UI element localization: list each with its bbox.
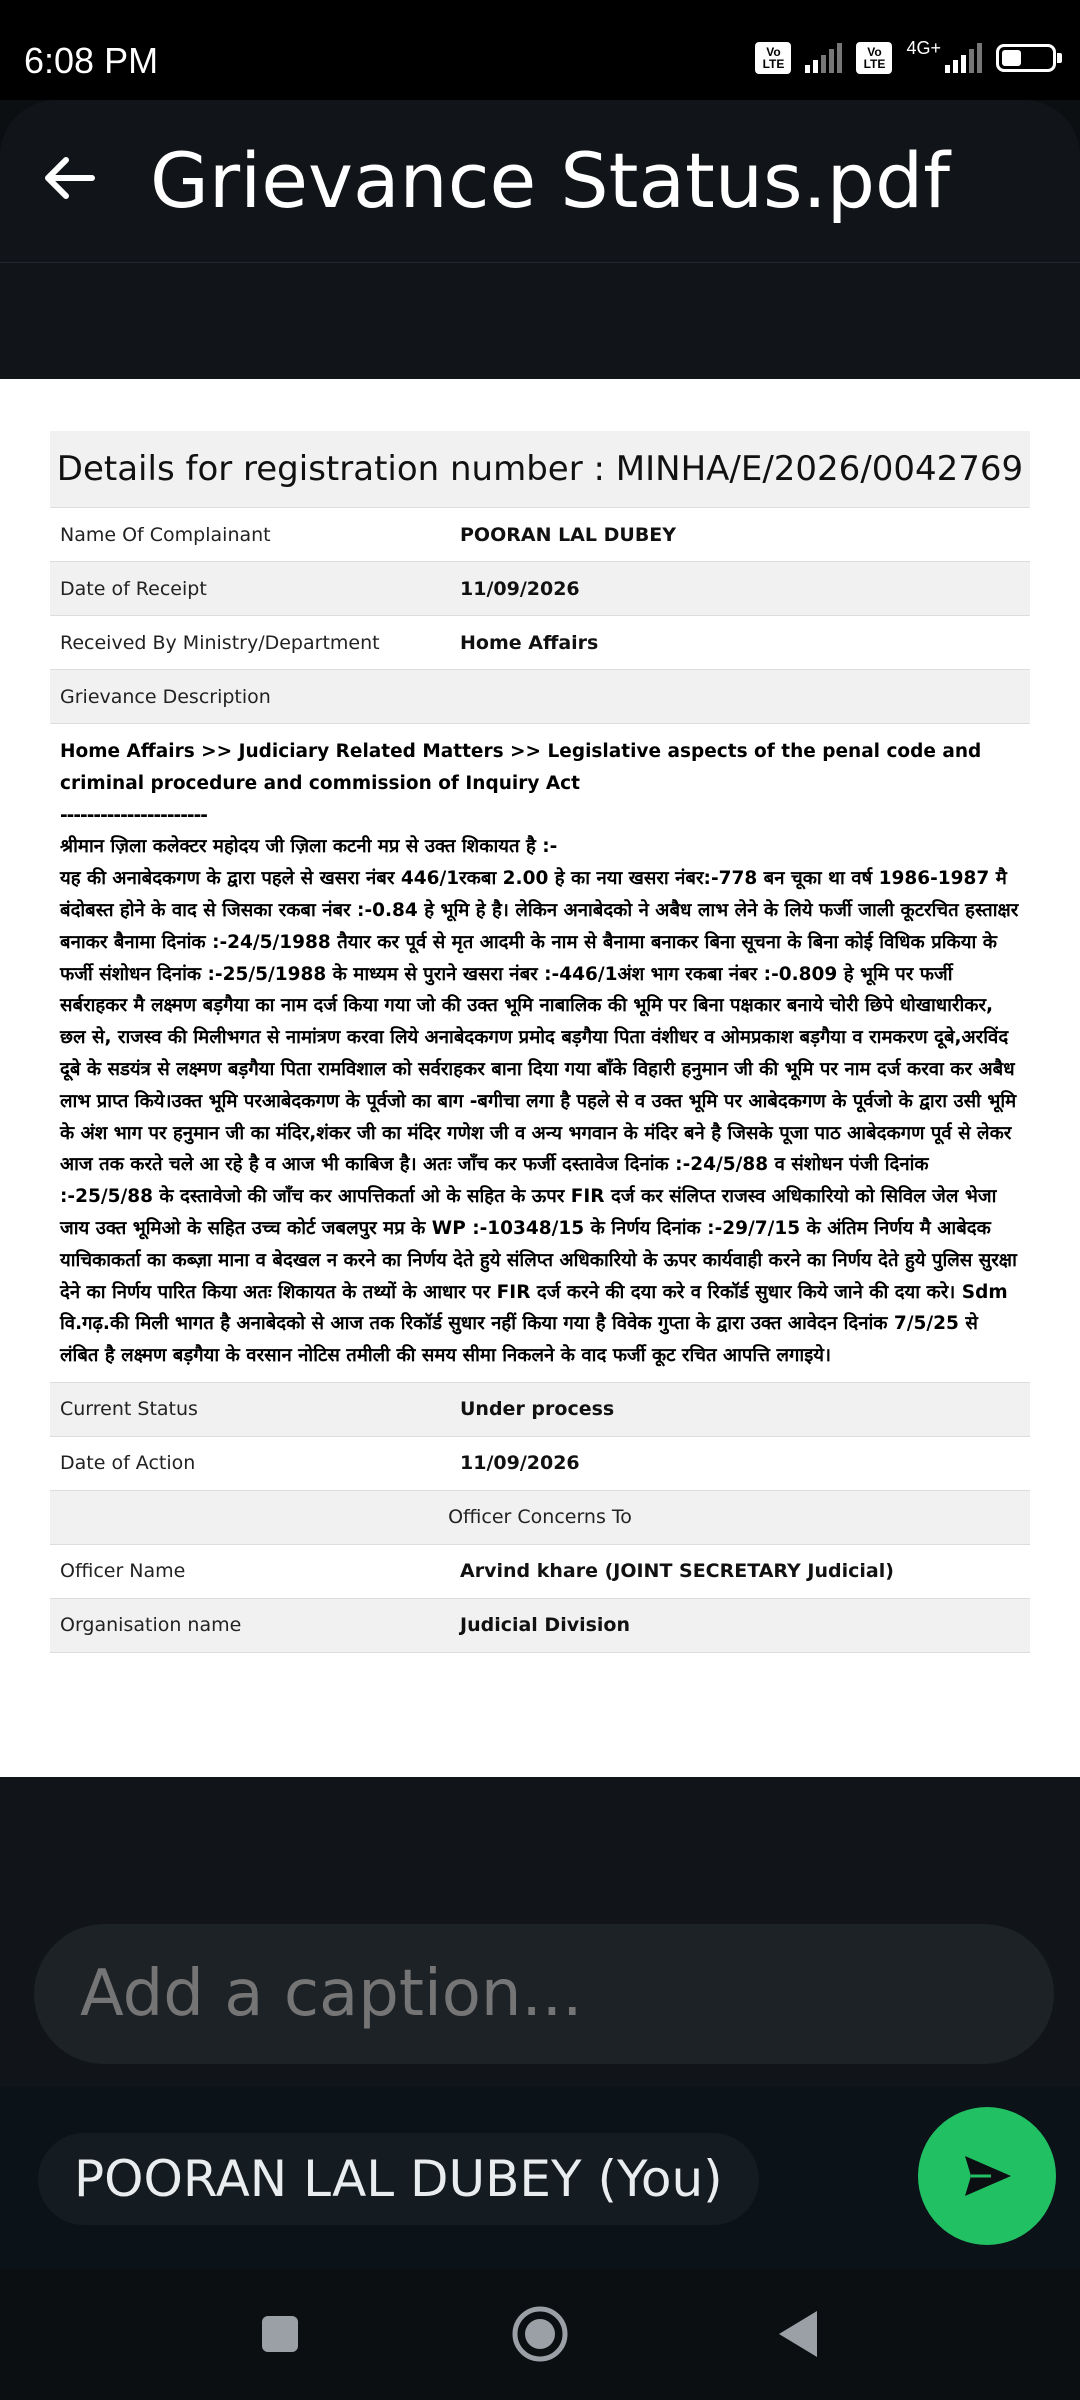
volte-icon-sim2: Vo LTE (856, 42, 892, 74)
officer-name-value: Arvind khare (JOINT SECRETARY Judicial) (460, 1560, 894, 1583)
status-bar (0, 0, 1080, 100)
date-of-action-label: Date of Action (60, 1452, 196, 1475)
description-separator: ---------------------- (60, 804, 207, 826)
recipient-bar (0, 2087, 1080, 2269)
date-of-action-value: 11/09/2026 (460, 1452, 580, 1475)
receipt-date-label: Date of Receipt (60, 577, 207, 600)
grievance-description (50, 724, 1030, 1383)
table-row (50, 508, 1030, 562)
document-title: Details for registration number : MINHA/E/2026/0042769 (50, 431, 1030, 508)
app-header (0, 100, 1080, 262)
organisation-label: Organisation name (60, 1614, 242, 1637)
back-arrow-icon[interactable] (38, 146, 102, 210)
back-nav-button[interactable] (765, 2299, 835, 2369)
caption-area (0, 1777, 1080, 2087)
volte-icon: Vo LTE (755, 42, 791, 74)
description-salutation: श्रीमान ज़िला कलेक्टर महोदय जी ज़िला कटनी मप्र से उक्त शिकायत है :- (60, 836, 558, 858)
table-row (50, 1545, 1030, 1599)
caption-input[interactable] (34, 1924, 1054, 2064)
status-icons (755, 37, 1056, 74)
description-category: Home Affairs >> Judiciary Related Matters >> Legislative aspects of the penal code and criminal procedure and commission of Inquiry Act (60, 741, 982, 794)
organisation-value: Judicial Division (460, 1614, 631, 1637)
send-button[interactable] (918, 2107, 1056, 2245)
complainant-label: Name Of Complainant (60, 523, 271, 546)
description-body: यह की अनाबेदकगण के द्वारा पहले से खसरा नंबर 446/1रकबा 2.00 हे का नया खसरा नंबर:-778 बन चूका था वर्ष 1986-1987 मै बंदोबस्त होने के वाद से जिसका रकबा नंबर :-0.84 हे भूमि हे है। लेकिन अनाबेदको ने अबैध लाभ लेने के लिये फर्जी जाली कूटरचित हस्ताक्षर बनाकर बैनामा दिनांक :-24/5/1988 तैयार कर पूर्व से मृत आदमी के नाम से बैनामा बनाकर बिना सूचना के बिना कोई विधिक प्रकिया के फर्जी संशोधन दिनांक :-25/5/1988 के माध्यम से पुराने खसरा नंबर :-446/1अंश भाग रकबा नंबर :-0.809 हे भूमि पर फर्जी सर्बराहकर मै लक्ष्मण बड़गैया का नाम दर्ज किया गया जो की उक्त भूमि नाबालिक की भूमि पर बिना पक्षकार बनाये चोरी छिपे धोखाधारीकर, छल से, राजस्व की मिलीभगत से नामांत्रण करवा लिये अनाबेदकगण प्रमोद बड़गैया पिता वंशीधर व ओमप्रकाश बड़गैया व रामकरण दूबे,अरविंद दूबे के सडयंत्र से लक्ष्मण बड़गैया पिता रामविशाल को सर्वराहकर बाना दिया गया बाँके विहारी हनुमान जी की भूमि पर नाम दर्ज करवा कर अबैध लाभ प्राप्त किये।उक्त भूमि परआबेदकगण के पूर्वजो का बाग -बगीचा लगा है पहले से व उक्त भूमि पर आबेदकगण के पूर्वजो के द्वारा उसी भूमि के अंश भाग पर हनुमान जी का मंदिर,शंकर जी का मंदिर गणेश जी व अन्य भगवान के मंदिर बने है जिसके पूजा पाठ आबेदकगण पूर्व से लेकर आज तक करते चले आ रहे है व आज भी काबिज है। अतः जाँच कर फर्जी दस्तावेज दिनांक :-24/5/88 व संशोधन पंजी दिनांक :-25/5/88 के दस्तावेजो की जाँच कर आपत्तिकर्ता ओ के सहित के ऊपर FIR दर्ज कर संलिप्त राजस्व अधिकारियो को सिविल जेल भेजा जाय उक्त भूमिओ के सहित उच्च कोर्ट जबलपुर मप्र के WP :-10348/15 के निर्णय दिनांक :-29/7/15 के अंतिम निर्णय मै आबेदक याचिकाकर्ता का कब्ज़ा माना व बेदखल न करने का निर्णय देते हुये संलिप्त अधिकारियो के ऊपर कार्यवाही करने का निर्णय देते हुये पुलिस सुरक्षा देने का निर्णय पारित किया अतः शिकायत के तथ्यों के आधार पर FIR दर्ज करने की दया करे व रिकॉर्ड सुधार किये जाने की दया करे। Sdm वि.गढ़.की मिली भागत है अनाबेदको से आज तक रिकॉर्ड सुधार नहीं किया गया है विवेक गुप्ता के द्वारा उक्त आवेदन दिनांक 7/5/25 से लंबित है लक्ष्मण बड़गैया के वरसान नोटिस तमीली की समय सीमा निकलने के वाद फर्जी कूट रचित आपत्ति लगाइये। (60, 868, 1019, 1367)
battery-icon (996, 44, 1056, 72)
received-by-label: Received By Ministry/Department (60, 631, 380, 654)
recents-button[interactable] (245, 2299, 315, 2369)
table-row (50, 562, 1030, 616)
table-row (50, 616, 1030, 670)
status-time: 6:08 PM (24, 40, 159, 81)
toolbar-space (0, 263, 1080, 379)
officer-concerns-heading: Officer Concerns To (50, 1491, 1030, 1545)
send-icon (957, 2146, 1017, 2206)
table-row (50, 670, 1030, 724)
document-preview[interactable] (0, 379, 1080, 1777)
receipt-date-value: 11/09/2026 (460, 577, 580, 600)
current-status-value: Under process (460, 1398, 615, 1421)
table-row (50, 1383, 1030, 1437)
signal-icon-sim2 (945, 43, 982, 73)
table-row (50, 1599, 1030, 1653)
received-by-value: Home Affairs (460, 631, 599, 654)
home-button[interactable] (505, 2299, 575, 2369)
description-label: Grievance Description (60, 685, 271, 708)
officer-name-label: Officer Name (60, 1560, 186, 1583)
network-type: 4G+ (906, 37, 941, 58)
table-row (50, 1437, 1030, 1491)
recipient-chip[interactable]: POORAN LAL DUBEY (You) (38, 2133, 759, 2225)
signal-icon (805, 43, 842, 73)
current-status-label: Current Status (60, 1398, 198, 1421)
document-content (50, 431, 1030, 1653)
complainant-value: POORAN LAL DUBEY (460, 523, 677, 546)
system-nav-bar (0, 2269, 1080, 2400)
page-title: Grievance Status.pdf (150, 136, 951, 225)
